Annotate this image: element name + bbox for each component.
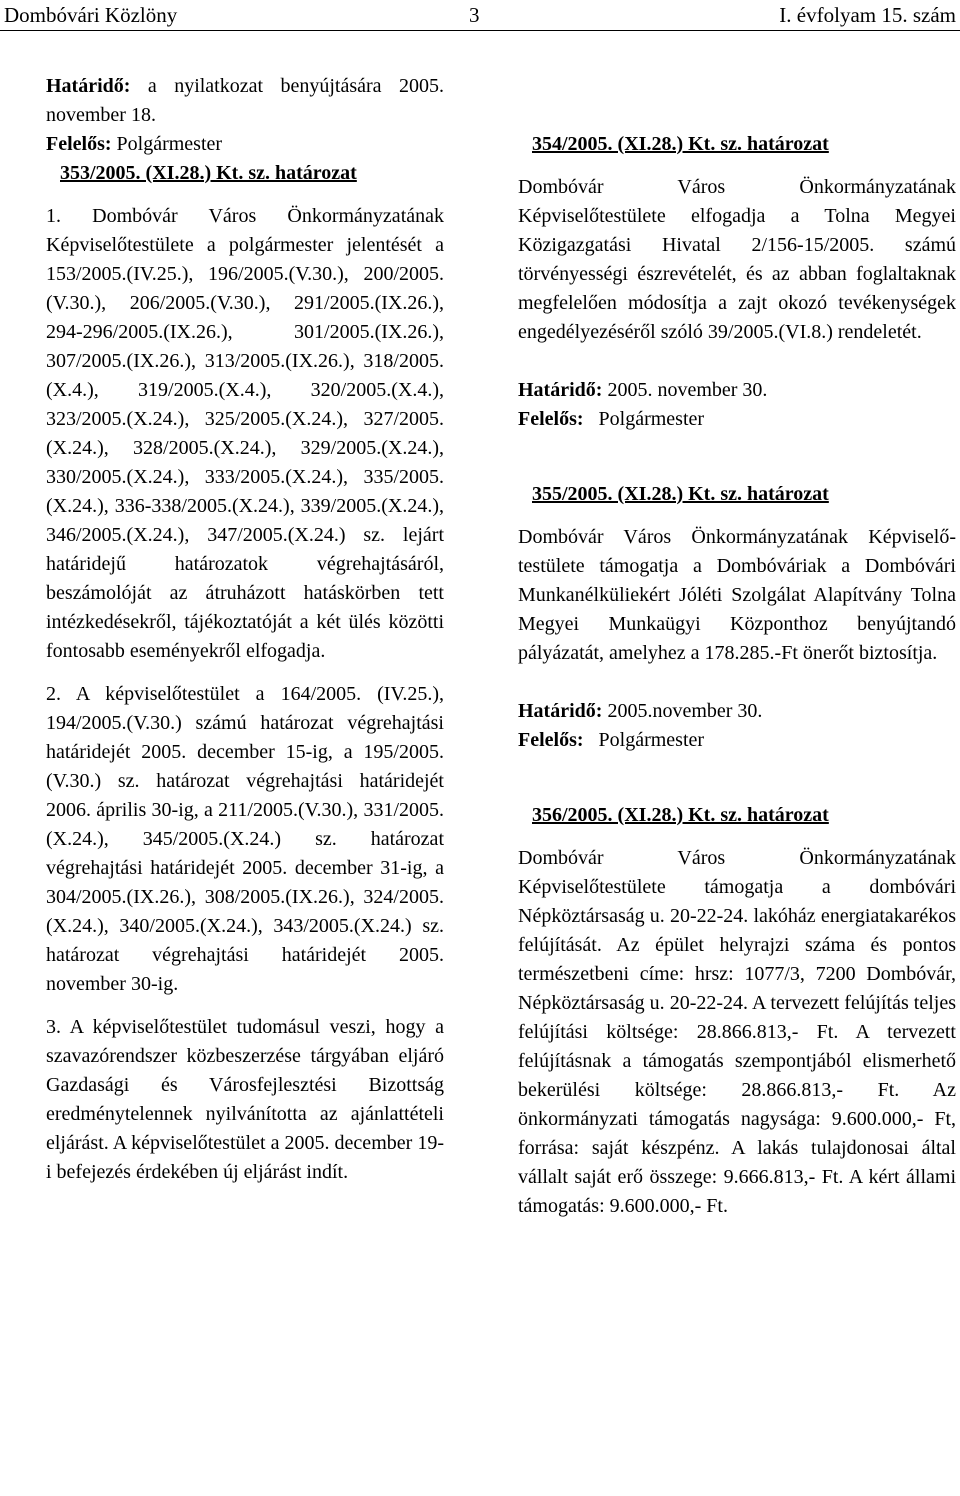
item-text: Dombóvár Város Önkormányzatának Képviselőtestülete a polgármester jelentését a 153/2005.(IV.25.), 196/2005.(V.30.), 200/2005.(V.30.), 206/2005.(V.30.), 291/2005.(IX.26.), 294-296/2005.(IX.26.), 301/2005.(IX.26.), 307/2005.(IX.26.), 313/2005.(IX.26.), 318/2005.(X.4.), 319/2005.(X.4.), 320/2005.(X.4.), 323/2005.(X.24.), 325/2005.(X.24.), 327/2005.(X.24.), 328/2005.(X.24.), 329/2005.(X.24.), 330/2005.(X.24.), 333/2005.(X.24.), 335/2005.(X.24.), 336-338/2005.(X.24.), 339/2005.(X.24.), 346/2005.(X.24.), 347/2005.(X.24.) sz. lejárt határidejű határozatok végrehajtásáról, beszámolóját az átruházott hatáskörben tett intézkedésekről, tájékoztatóját a két ülés közötti fontosabb eseményekről elfogadja. — [46, 205, 444, 662]
item-text: A képviselőtestület a 164/2005. (IV.25.), 194/2005.(V.30.) számú határozat végrehajtási határidejét 2005. december 15-ig, a 195/2005.(V.30.) sz. határozat végrehajtási határidejét 2006. április 30-ig, a 211/2005.(V.30.), 331/2005.(X.24.), 345/2005.(X.24.) sz. határozat végrehajtási határidejét 2005. december 31-ig, a 304/2005.(IX.26.), 308/2005.(IX.26.), 324/2005.(X.24.), 340/2005.(X.24.), 343/2005.(X.24.) sz. határozat végrehajtási határidejét 2005. november 30-ig. — [46, 683, 444, 995]
item-number: 2. — [46, 683, 61, 705]
resolution-title: 353/2005. (XI.28.) Kt. sz. határozat — [60, 162, 357, 184]
responsible-text: Polgármester — [598, 729, 705, 751]
deadline-text: 2005.november 30. — [607, 700, 763, 722]
deadline-label: Határidő: — [518, 700, 603, 722]
list-item — [46, 680, 444, 999]
responsible-label: Felelős: — [518, 408, 584, 430]
page-header — [0, 0, 960, 31]
deadline-line — [46, 72, 444, 130]
resolution-title: 356/2005. (XI.28.) Kt. sz. határozat — [532, 804, 829, 826]
responsible-line — [46, 130, 444, 159]
deadline-line — [518, 697, 956, 726]
right-column — [518, 130, 956, 1221]
resolution-body: Dombóvár Város Önkormányzatának Képviselőtestülete támogatja a dombóvári Népköztársaság u. 20-22-24. lakóház energiatakarékos felújítását. Az épület helyrajzi száma és pontos természetbeni címe: hrsz: 1077/3, 7200 Dombóvár, Népköztársaság u. 20-22-24. A tervezett felújítás teljes felújítási költsége: 28.866.813,- Ft. A tervezett felújításnak a támogatás szempontjából elismerhető bekerülési költsége: 28.866.813,- Ft. Az önkormányzati támogatás nagysága: 9.600.000,- Ft, forrása: saját készpénz. A lakás tulajdonosai által vállalt saját erő összege: 9.666.813,- Ft. A kért állami támogatás: 9.600.000,- Ft. — [518, 847, 956, 1217]
list-item — [46, 202, 444, 666]
item-number: 3. — [46, 1016, 61, 1038]
responsible-label: Felelős: — [46, 133, 112, 155]
resolution-title: 354/2005. (XI.28.) Kt. sz. határozat — [532, 133, 829, 155]
resolution-title: 355/2005. (XI.28.) Kt. sz. határozat — [532, 483, 829, 505]
responsible-line — [518, 726, 956, 755]
page-number: 3 — [469, 3, 480, 27]
responsible-text: Polgármester — [116, 133, 223, 155]
deadline-line — [518, 376, 956, 405]
responsible-label: Felelős: — [518, 729, 584, 751]
resolution-body: Dombóvár Város Önkormányzatának Képviselőtestülete elfogadja a Tolna Megyei Közigazgatási Hivatal 2/156-15/2005. számú törvényességi észrevételét, és az abban foglaltaknak megfelelően módosítja a zajt okozó tevékenységek engedélyezéséről szóló 39/2005.(VI.8.) rendeletét. — [518, 176, 956, 343]
deadline-text: a nyilatkozat benyújtására 2005. november 18. — [46, 75, 444, 126]
list-item — [46, 1013, 444, 1187]
issue-label: I. évfolyam 15. szám — [779, 3, 956, 27]
resolution-body: Dombóvár Város Önkormányzatának Képviselő-testülete támogatja a Dombóváriak a Dombóvári Munkanélküliekért Jóléti Szolgálat Alapítvány Tolna Megyei Munkaügyi Központhoz benyújtandó pályázatát, amelyhez a 178.285.-Ft önerőt biztosítja. — [518, 526, 956, 664]
item-text: A képviselőtestület tudomásul veszi, hogy a szavazórendszer közbeszerzése tárgyában eljáró Gazdasági és Városfejlesztési Bizottság eredménytelennek nyilvánította az ajánlattételi eljárást. A képviselőtestület a 2005. december 19-i befejezés érdekében új eljárást indít. — [46, 1016, 444, 1183]
left-column — [46, 72, 444, 1187]
deadline-text: 2005. november 30. — [607, 379, 768, 401]
responsible-line — [518, 405, 956, 434]
deadline-label: Határidő: — [46, 75, 131, 97]
publication-name: Dombóvári Közlöny — [4, 3, 178, 27]
deadline-label: Határidő: — [518, 379, 603, 401]
item-number: 1. — [46, 205, 61, 227]
responsible-text: Polgármester — [598, 408, 705, 430]
